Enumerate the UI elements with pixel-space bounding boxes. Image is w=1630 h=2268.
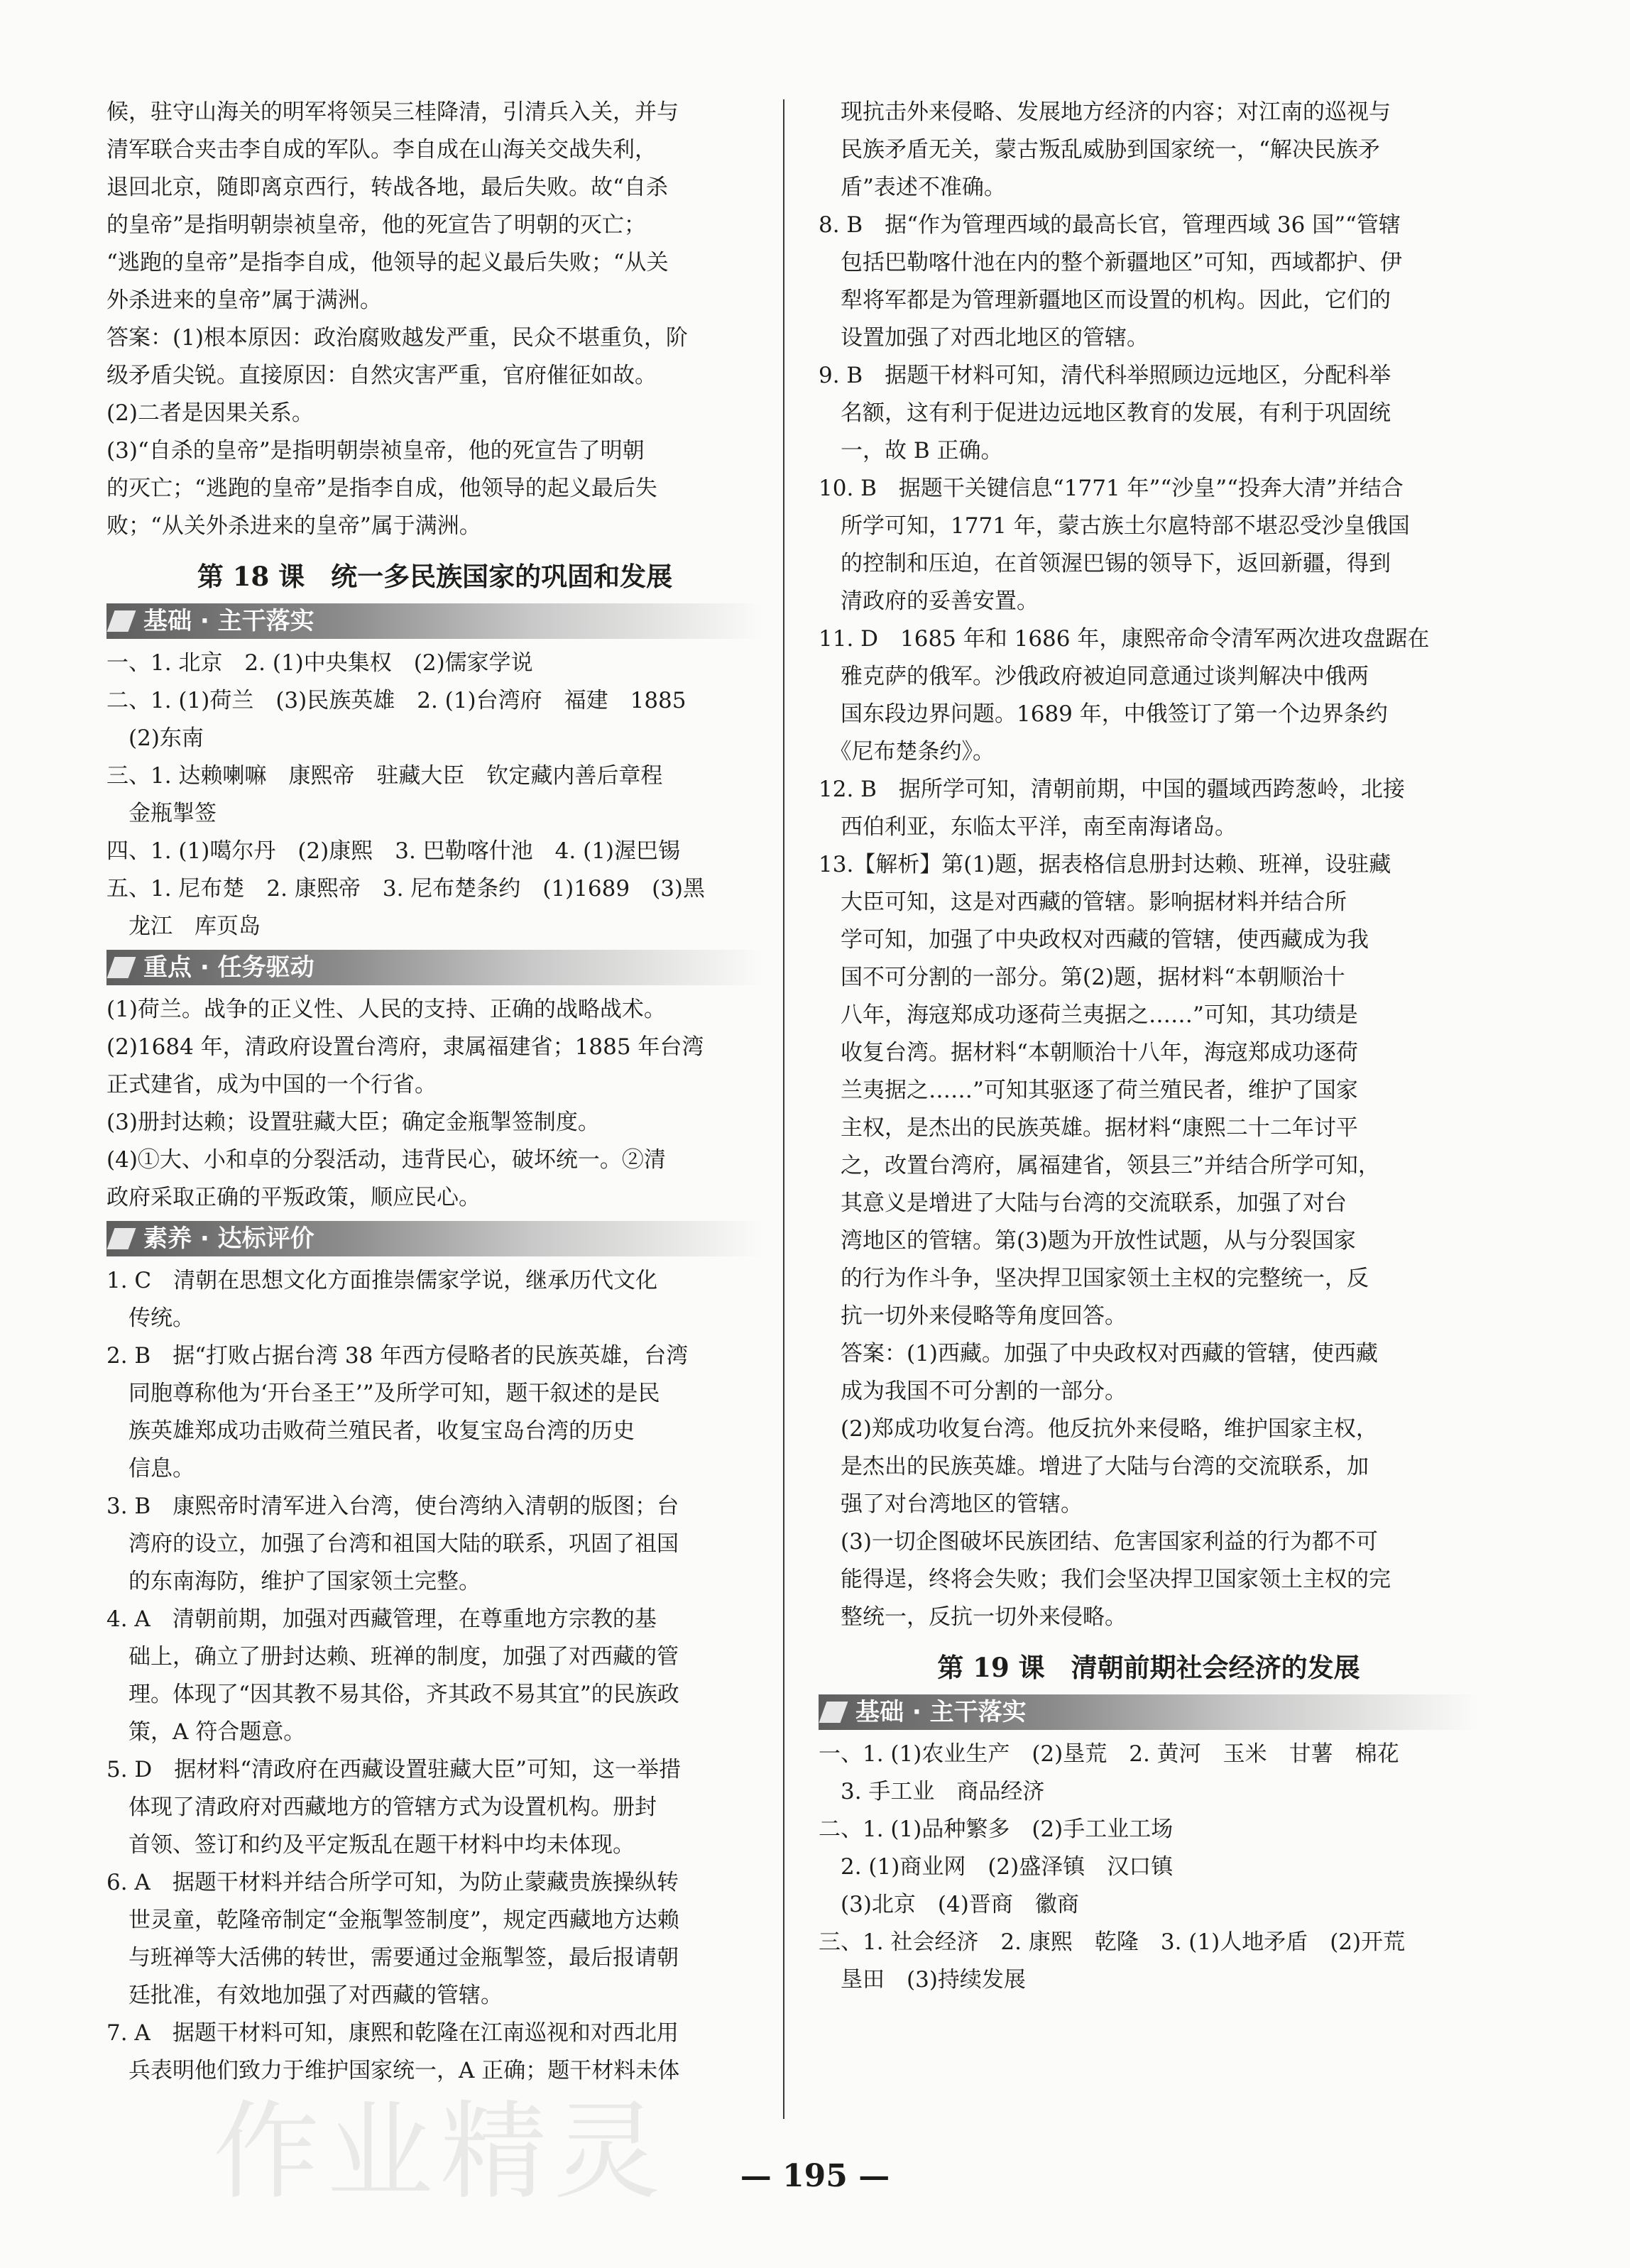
text-line: 答案：(1)根本原因：政治腐败越发严重，民众不堪重负，阶	[106, 325, 688, 351]
text-line: 强了对台湾地区的管辖。	[819, 1491, 1083, 1517]
text-line: 信息。	[106, 1456, 195, 1481]
text-line: 抗一切外来侵略等角度回答。	[819, 1303, 1127, 1329]
lesson-19-title: 第 19 课 清朝前期社会经济的发展	[937, 1652, 1360, 1683]
text-line: 西伯利亚，东临太平洋，南至南海诸岛。	[819, 814, 1237, 840]
section-header-assessment	[106, 1221, 763, 1256]
text-line: 的东南海防，维护了国家领土完整。	[106, 1569, 481, 1594]
text-line: 二、1. (1)荷兰 (3)民族英雄 2. (1)台湾府 福建 1885	[106, 688, 687, 713]
left-column	[106, 94, 763, 2090]
text-line: 的控制和压迫，在首领渥巴锡的领导下，返回新疆，得到	[819, 551, 1391, 576]
watermark-logo: 作业精灵	[213, 2091, 668, 2214]
text-line: 体现了清政府对西藏地方的管辖方式为设置机构。册封	[106, 1795, 657, 1820]
right-column	[819, 94, 1479, 1999]
text-line: 3. 手工业 商品经济	[819, 1779, 1045, 1804]
text-line: 2. B 据“打败占据台湾 38 年西方侵略者的民族英雄，台湾	[106, 1343, 689, 1369]
text-line: 清军联合夹击李自成的军队。李自成在山海关交战失利，	[106, 137, 657, 163]
section-header-label: 重点 · 任务驱动	[143, 953, 314, 982]
text-line: 答案：(1)西藏。加强了中央政权对西藏的管辖，使西藏	[819, 1341, 1378, 1366]
text-line: (2)东南	[106, 725, 204, 751]
text-line: 一、1. 北京 2. (1)中央集权 (2)儒家学说	[106, 650, 533, 676]
text-line: 12. B 据所学可知，清朝前期，中国的疆域西跨葱岭，北接	[819, 777, 1405, 802]
text-line: 兰夷据之……”可知其驱逐了荷兰殖民者，维护了国家	[819, 1078, 1358, 1103]
section-header-label: 基础 · 主干落实	[143, 607, 314, 635]
text-line: 首领、签订和约及平定叛乱在题干材料中均未体现。	[106, 1832, 635, 1858]
text-line: 国东段边界问题。1689 年，中俄签订了第一个边界条约	[819, 701, 1388, 727]
text-line: “逃跑的皇帝”是指李自成，他领导的起义最后失败；“从关	[106, 250, 669, 275]
text-line: 3. B 康熙帝时清军进入台湾，使台湾纳入清朝的版图；台	[106, 1494, 679, 1519]
lesson18-assessment-answers	[106, 1262, 763, 2090]
text-line: (3)“自杀的皇帝”是指明朝崇祯皇帝，他的死宣告了明朝	[106, 438, 645, 464]
text-line: 湾府的设立，加强了台湾和祖国大陆的联系，巩固了祖国	[106, 1531, 679, 1557]
text-line: (3)北京 (4)晋商 徽商	[819, 1892, 1079, 1917]
text-line: (4)①大、小和卓的分裂活动，违背民心，破坏统一。②清	[106, 1147, 666, 1173]
text-line: (2)二者是因果关系。	[106, 400, 314, 426]
text-line: (2)1684 年，清政府设置台湾府，隶属福建省；1885 年台湾	[106, 1034, 704, 1060]
text-line: 世灵童，乾隆帝制定“金瓶掣签制度”，规定西藏地方达赖	[106, 1907, 679, 1933]
text-line: 正式建省，成为中国的一个行省。	[106, 1072, 437, 1097]
section-header-basics	[106, 603, 763, 639]
text-line: 础上，确立了册封达赖、班禅的制度，加强了对西藏的管	[106, 1644, 679, 1670]
text-line: 族英雄郑成功击败荷兰殖民者，收复宝岛台湾的历史	[106, 1418, 635, 1444]
text-line: 金瓶掣签	[106, 801, 217, 826]
text-line: 候，驻守山海关的明军将领吴三桂降清，引清兵入关，并与	[106, 99, 679, 125]
text-line: 政府采取正确的平叛政策，顺应民心。	[106, 1185, 481, 1210]
text-line: 廷批准，有效地加强了对西藏的管辖。	[106, 1983, 503, 2008]
text-line: 八年，海寇郑成功逐荷兰夷据之……”可知，其功绩是	[819, 1002, 1358, 1028]
text-line: 10. B 据题干关键信息“1771 年”“沙皇”“投奔大清”并结合	[819, 476, 1404, 501]
text-line: 包括巴勒喀什池在内的整个新疆地区”可知，西域都护、伊	[819, 250, 1402, 275]
lesson18-key-points-answers	[106, 991, 763, 1217]
lesson-18-title: 第 18 课 统一多民族国家的巩固和发展	[197, 561, 673, 592]
text-line: (2)郑成功收复台湾。他反抗外来侵略，维护国家主权，	[819, 1416, 1378, 1442]
text-line: 8. B 据“作为管理西域的最高长官，管理西域 36 国”“管辖	[819, 212, 1401, 238]
text-line: 五、1. 尼布楚 2. 康熙帝 3. 尼布楚条约 (1)1689 (3)黑	[106, 876, 706, 902]
text-line: 成为我国不可分割的一部分。	[819, 1379, 1127, 1404]
text-line: 国不可分割的一部分。第(2)题，据材料“本朝顺治十	[819, 965, 1345, 990]
text-line: 雅克萨的俄军。沙俄政府被迫同意通过谈判解决中俄两	[819, 664, 1369, 689]
text-line: 龙江 库页岛	[106, 914, 261, 939]
lesson19-basics-answers	[819, 1736, 1479, 1999]
text-line: 级矛盾尖锐。直接原因：自然灾害严重，官府催征如故。	[106, 363, 657, 388]
text-line: 9. B 据题干材料可知，清代科举照顾边远地区，分配科举	[819, 363, 1391, 388]
text-line: 一、1. (1)农业生产 (2)垦荒 2. 黄河 玉米 甘薯 棉花	[819, 1741, 1399, 1767]
page-number: — 195 —	[740, 2158, 890, 2194]
text-line: 兵表明他们致力于维护国家统一，A 正确；题干材料未体	[106, 2058, 680, 2083]
text-line: 能得逞，终将会失败；我们会坚决捍卫国家领土主权的完	[819, 1567, 1391, 1592]
text-line: 民族矛盾无关，蒙古叛乱威胁到国家统一，“解决民族矛	[819, 137, 1380, 163]
text-line: 一，故 B 正确。	[819, 438, 1003, 464]
text-line: 败；“从关外杀进来的皇帝”属于满洲。	[106, 513, 481, 539]
text-line: 《尼布楚条约》。	[819, 739, 995, 765]
text-line: (3)册封达赖；设置驻藏大臣；确定金瓶掣签制度。	[106, 1110, 600, 1135]
text-line: 之，改置台湾府，属福建省，领县三”并结合所学可知，	[819, 1153, 1380, 1178]
text-line: 7. A 据题干材料可知，康熙和乾隆在江南巡视和对西北用	[106, 2020, 679, 2046]
text-line: (3)一切企图破坏民族团结、危害国家利益的行为都不可	[819, 1529, 1378, 1555]
text-line: 三、1. 达赖喇嘛 康熙帝 驻藏大臣 钦定藏内善后章程	[106, 763, 663, 789]
text-line: 现抗击外来侵略、发展地方经济的内容；对江南的巡视与	[819, 99, 1391, 125]
text-line: 设置加强了对西北地区的管辖。	[819, 325, 1149, 351]
text-line: 理。体现了“因其教不易其俗，齐其政不易其宜”的民族政	[106, 1682, 679, 1707]
text-line: 的灭亡；“逃跑的皇帝”是指李自成，他领导的起义最后失	[106, 476, 657, 501]
text-line: 的行为作斗争，坚决捍卫国家领土主权的完整统一，反	[819, 1266, 1369, 1291]
section-header-key-points	[106, 950, 763, 985]
text-line: 垦田 (3)持续发展	[819, 1967, 1026, 1993]
text-line: 四、1. (1)噶尔丹 (2)康熙 3. 巴勒喀什池 4. (1)渥巴锡	[106, 838, 681, 864]
text-line: 2. (1)商业网 (2)盛泽镇 汉口镇	[819, 1854, 1174, 1880]
lesson18-assessment-continued	[819, 94, 1479, 1636]
section-header-label: 素养 · 达标评价	[143, 1225, 314, 1253]
section-header-basics	[819, 1694, 1479, 1730]
text-line: 名额，这有利于促进边远地区教育的发展，有利于巩固统	[819, 400, 1391, 426]
text-line: 同胞尊称他为‘开台圣王’”及所学可知，题干叙述的是民	[106, 1381, 660, 1406]
lesson17-answer-continuation	[106, 94, 763, 545]
text-line: 策，A 符合题意。	[106, 1719, 306, 1745]
lesson18-basics-answers	[106, 645, 763, 946]
text-line: (1)荷兰。战争的正义性、人民的支持、正确的战略战术。	[106, 997, 666, 1022]
text-line: 大臣可知，这是对西藏的管辖。影响据材料并结合所	[819, 889, 1347, 915]
text-line: 4. A 清朝前期，加强对西藏管理，在尊重地方宗教的基	[106, 1606, 657, 1632]
text-line: 退回北京，随即离京西行，转战各地，最后失败。故“自杀	[106, 175, 668, 200]
section-header-label: 基础 · 主干落实	[855, 1698, 1027, 1726]
text-line: 三、1. 社会经济 2. 康熙 乾隆 3. (1)人地矛盾 (2)开荒	[819, 1929, 1406, 1955]
column-divider	[783, 99, 784, 2119]
text-line: 整统一，反抗一切外来侵略。	[819, 1604, 1127, 1630]
text-line: 主权，是杰出的民族英雄。据材料“康熙二十二年讨平	[819, 1115, 1358, 1141]
text-line: 传统。	[106, 1305, 195, 1331]
text-line: 13.【解析】第(1)题，据表格信息册封达赖、班禅，设驻藏	[819, 852, 1391, 877]
text-line: 与班禅等大活佛的转世，需要通过金瓶掣签，最后报请朝	[106, 1945, 679, 1971]
text-line: 其意义是增进了大陆与台湾的交流联系，加强了对台	[819, 1190, 1347, 1216]
text-line: 1. C 清朝在思想文化方面推崇儒家学说，继承历代文化	[106, 1268, 658, 1293]
text-line: 盾”表述不准确。	[819, 175, 1006, 200]
text-line: 所学可知，1771 年，蒙古族土尔扈特部不堪忍受沙皇俄国	[819, 513, 1410, 539]
text-line: 二、1. (1)品种繁多 (2)手工业工场	[819, 1817, 1174, 1842]
text-line: 5. D 据材料“清政府在西藏设置驻藏大臣”可知，这一举措	[106, 1757, 681, 1782]
text-line: 的皇帝”是指明朝崇祯皇帝，他的死宣告了明朝的灭亡；	[106, 212, 646, 238]
text-line: 收复台湾。据材料“本朝顺治十八年，海寇郑成功逐荷	[819, 1040, 1358, 1065]
text-line: 清政府的妥善安置。	[819, 588, 1039, 614]
text-line: 犁将军都是为管理新疆地区而设置的机构。因此，它们的	[819, 287, 1391, 313]
text-line: 6. A 据题干材料并结合所学可知，为防止蒙藏贵族操纵转	[106, 1870, 679, 1895]
text-line: 是杰出的民族英雄。增进了大陆与台湾的交流联系，加	[819, 1454, 1369, 1479]
text-line: 湾地区的管辖。第(3)题为开放性试题，从与分裂国家	[819, 1228, 1356, 1254]
text-line: 外杀进来的皇帝”属于满洲。	[106, 287, 382, 313]
text-line: 学可知，加强了中央政权对西藏的管辖，使西藏成为我	[819, 927, 1369, 953]
text-line: 11. D 1685 年和 1686 年，康熙帝命令清军两次进攻盘踞在	[819, 626, 1430, 652]
